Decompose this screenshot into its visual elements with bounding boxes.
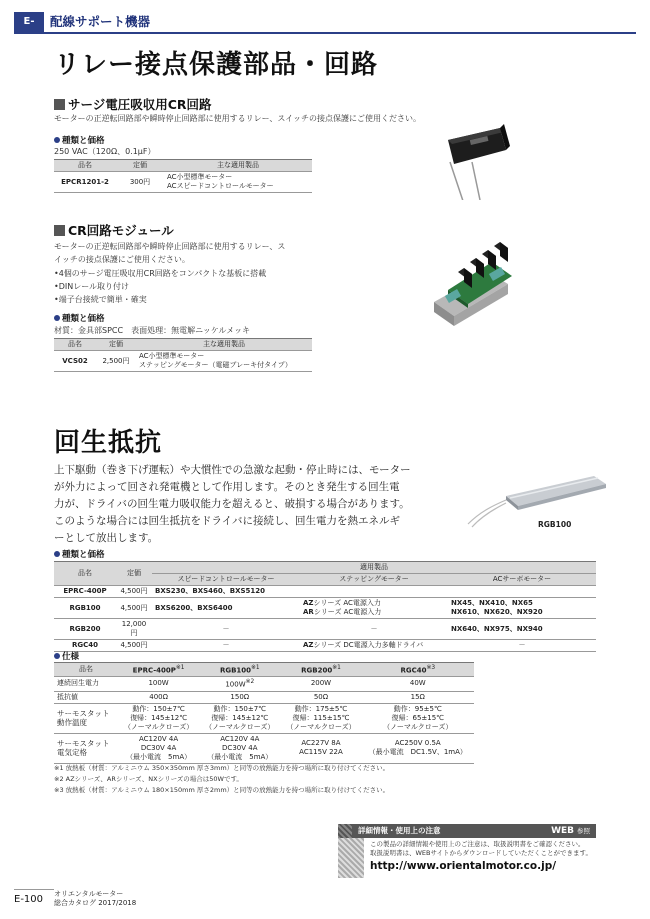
page-number-tag: E-100 [14,12,44,32]
module-description: モーターの正逆転回路部や瞬時停止回路部に使用するリレー、ス イッチの接点保護にご使用ください。 [54,242,286,264]
hatch-icon [338,824,352,838]
rgb100-caption: RGB100 [538,520,572,529]
regen-price-table: 品名 定価 適用製品 スピードコントロールモーター ステッピングモーター ACサーボモーター EPRC-400P 4,500円 BXS230、BXS460、BXS5120 RGB100 4,500円 BXS6200、BXS6400 AZシリーズ AC電源入力 ARシリーズ AC電源入力 NX45、NX410、NX65 NX610、NX620、NX920 RGB200 12,000円 － － NX640、NX975、NX940 RGC40 4,500円 － AZシリーズ DC電源入力多軸ドライバ － [54,561,596,652]
section-title-relay: リレー接点保護部品・回路 [54,50,379,80]
table-row: 連続回生電力 100W $100W^{※2}$ 200W 40W [54,677,474,691]
cr-heading: サージ電圧吸収用CR回路 [54,95,212,113]
bullet-icon [54,551,60,557]
table-row: 抵抗値 400Ω 150Ω 50Ω 15Ω [54,691,474,703]
footer-catalog-info: オリエンタルモーター 総合カタログ 2017/2018 [54,890,137,907]
table-row: サーモスタット 動作温度 動作：150±7℃ 復帰：145±12℃ （ノーマルクローズ） 動作：150±7℃ 復帰：145±12℃ （ノーマルクローズ） 動作：175±5℃ 復帰：115±15℃ （ノーマルクローズ） 動作：95±5℃ 復帰：65±15℃ （ノーマルクローズ） [54,703,474,733]
table-row: サーモスタット 電気定格 AC120V 4A DC30V 4A （最小電流 5mA） AC120V 4A DC30V 4A （最小電流 5mA） AC227V 8A AC115V 22A AC250V 0.5A （最小電流 DC1.5V、1mA） [54,733,474,763]
module-feature-list [54,267,266,306]
regen-spec-table: 品名 EPRC-$400P^{※1}$ RGB100$^{※1}$ RGB200$^{※1}$ RGC40$^{※3}$ 連続回生電力 100W $100W^{※2}$ 200W 40W 抵抗値 400Ω 150Ω 50Ω 15Ω サーモスタット 動作温度 動作：150±7℃ 復帰：145±12℃ （ノーマルクローズ） 動作：150±7℃ 復帰：145±12℃ （ノーマルクローズ） 動作：175±5℃ 復帰：115±15℃ （ノーマルクローズ） 動作：95±5℃ 復帰：65±15℃ （ノーマルクローズ） サーモスタット 電気定格 AC120V 4A DC30V 4A （最小電流 5mA） AC120V 4A DC30V 4A （最小電流 5mA） AC227V 8A AC115V 22A AC250V 0.5A （最小電流 DC1.5V、1mA） [54,662,474,764]
module-price-heading: 種類と価格 [54,312,105,324]
regen-spec-heading: 仕様 [54,650,79,662]
header-rule [14,32,636,34]
footer-page-number: E-100 [14,894,44,905]
bullet-icon [54,315,60,321]
web-box-pattern [338,838,364,878]
category-label: 配線サポート機器 [50,14,151,29]
cr-price-table: 品名 定価 主な適用製品 EPCR1201-2 300円 AC小型標準モーター ACスピードコントロールモーター [54,159,312,193]
table-row: RGC40 4,500円 － AZシリーズ DC電源入力多軸ドライバ － [54,640,596,652]
table-row: EPRC-400P 4,500円 BXS230、BXS460、BXS5120 [54,586,596,598]
list-item: •DINレール取り付け [54,282,130,291]
cr-spec: 250 VAC（120Ω、0.1μF） [54,147,156,156]
square-marker-icon [54,99,65,110]
web-box-header [338,824,596,838]
square-marker-icon [54,225,65,236]
web-box-body: この製品の詳細情報や使用上のご注意は、取扱説明書をご確認ください。 取扱説明書は、WEBサイトからダウンロードしていただくことができます。 [370,840,593,857]
bullet-icon [54,137,60,143]
list-item: •4個のサージ電圧吸収用CR回路をコンパクトな基板に搭載 [54,269,267,278]
web-badge: WEB 参照 [551,826,590,836]
footnotes [54,763,614,796]
cr-description: モーターの正逆転回路部や瞬時停止回路部に使用するリレー、スイッチの接点保護にご使用ください。 [54,114,422,123]
table-row: VCS02 2,500円 AC小型標準モーター ステッピングモーター（電磁ブレーキ付タイプ） [54,351,312,372]
website-link[interactable]: http://www.orientalmotor.co.jp/ [370,860,557,872]
table-row: EPCR1201-2 300円 AC小型標準モーター ACスピードコントロールモーター [54,172,312,193]
web-box-title: 詳細情報・使用上の注意 [358,826,441,835]
module-heading: CR回路モジュール [54,221,174,239]
list-item: •端子台接続で簡単・確実 [54,295,147,304]
module-material: 材質：金具部SPCC 表面処理：無電解ニッケルメッキ [54,326,251,335]
cr-price-heading: 種類と価格 [54,134,105,146]
cr-module-image [428,232,538,332]
section-title-regen: 回生抵抗 [54,428,163,458]
footnote: ※2 AZシリーズ、ARシリーズ、NXシリーズの場合は50Wです。 [54,775,243,783]
cr-capacitor-image [430,118,520,200]
footnote: ※1 放熱板（材質：アルミニウム 350×350mm 厚さ3mm）と同等の放熱能力を持つ場所に取り付けてください。 [54,764,390,772]
footer-rule [14,889,54,890]
regen-lead-text: 上下駆動（巻き下げ運転）や大慣性での急激な起動・停止時には、モーター が外力によって回され発電機として作用します。そのとき発生する回生電 力が、ドライバの回生電力吸収能力を超えると、破損する場合があります。 このような場合には回生抵抗をドライバに接続し、回生電力を熱エネルギ ーとして放出します。 [54,464,411,544]
bullet-icon [54,653,60,659]
module-price-table: 品名 定価 主な適用製品 VCS02 2,500円 AC小型標準モーター ステッピングモーター（電磁ブレーキ付タイプ） [54,338,312,372]
table-row: RGB200 12,000円 － － NX640、NX975、NX940 [54,619,596,640]
footnote: ※3 放熱板（材質：アルミニウム 180×150mm 厚さ2mm）と同等の放熱能力を持つ場所に取り付けてください。 [54,786,390,794]
table-row: RGB100 4,500円 BXS6200、BXS6400 AZシリーズ AC電源入力 ARシリーズ AC電源入力 NX45、NX410、NX65 NX610、NX620、NX920 [54,598,596,619]
regen-price-heading: 種類と価格 [54,548,105,560]
